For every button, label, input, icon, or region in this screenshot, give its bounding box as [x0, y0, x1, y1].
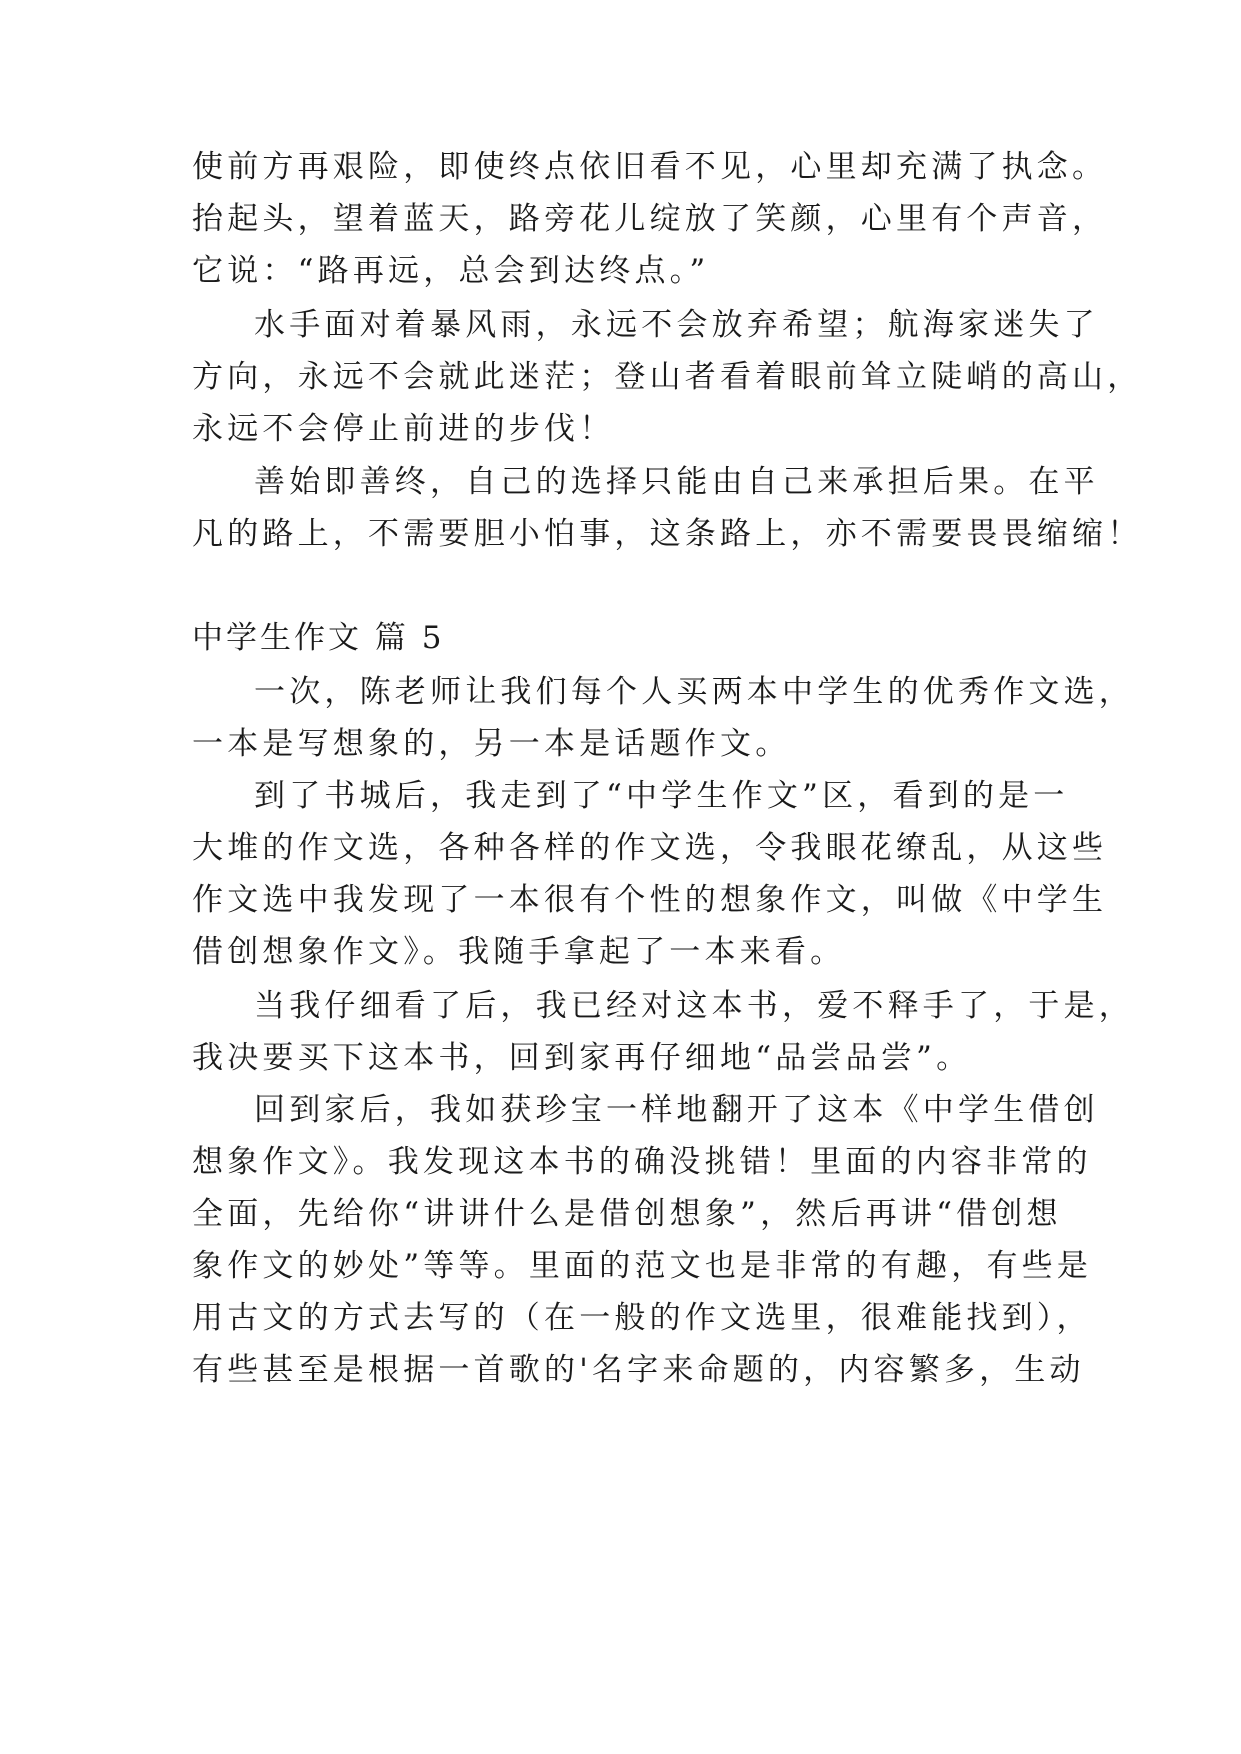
- text-line: 当我仔细看了后，我已经对这本书，爱不释手了，于是，: [254, 988, 1134, 1024]
- text-line: 凡的路上，不需要胆小怕事，这条路上，亦不需要畏畏缩缩！: [192, 516, 1143, 552]
- text-line: 有些甚至是根据一首歌的'名字来命题的，内容繁多，生动: [192, 1352, 1085, 1388]
- text-line: 一次，陈老师让我们每个人买两本中学生的优秀作文选，: [254, 674, 1134, 710]
- text-line: 全面，先给你“讲讲什么是借创想象”，然后再讲“借创想: [192, 1196, 1062, 1232]
- text-line: 我决要买下这本书，回到家再仔细地“品尝品尝”。: [192, 1040, 972, 1076]
- text-line: 方向，永远不会就此迷茫；登山者看着眼前耸立陡峭的高山，: [192, 359, 1143, 395]
- section-title: 中学生作文 篇 5: [192, 620, 445, 656]
- text-line: 大堆的作文选，各种各样的作文选，令我眼花缭乱，从这些: [192, 830, 1108, 866]
- text-line: 永远不会停止前进的步伐！: [192, 411, 615, 447]
- text-line: 借创想象作文》。我随手拿起了一本来看。: [192, 934, 846, 970]
- text-line: 用古文的方式去写的（在一般的作文选里，很难能找到），: [192, 1300, 1092, 1336]
- text-line: 象作文的妙处”等等。里面的范文也是非常的有趣，有些是: [192, 1248, 1093, 1284]
- text-line: 作文选中我发现了一本很有个性的想象作文，叫做《中学生: [192, 882, 1108, 918]
- text-line: 它说：“路再远，总会到达终点。”: [192, 253, 710, 289]
- text-line: 到了书城后，我走到了“中学生作文”区，看到的是一: [254, 778, 1069, 814]
- text-line: 善始即善终，自己的选择只能由自己来承担后果。在平: [254, 464, 1099, 500]
- text-line: 想象作文》。我发现这本书的确没挑错！里面的内容非常的: [192, 1144, 1092, 1180]
- text-line: 使前方再艰险，即使终点依旧看不见，心里却充满了执念。: [192, 149, 1108, 185]
- text-line: 水手面对着暴风雨，永远不会放弃希望；航海家迷失了: [254, 307, 1099, 343]
- text-line: 抬起头，望着蓝天，路旁花儿绽放了笑颜，心里有个声音，: [192, 201, 1108, 237]
- text-line: 一本是写想象的，另一本是话题作文。: [192, 726, 791, 762]
- text-line: 回到家后，我如获珍宝一样地翻开了这本《中学生借创: [254, 1092, 1099, 1128]
